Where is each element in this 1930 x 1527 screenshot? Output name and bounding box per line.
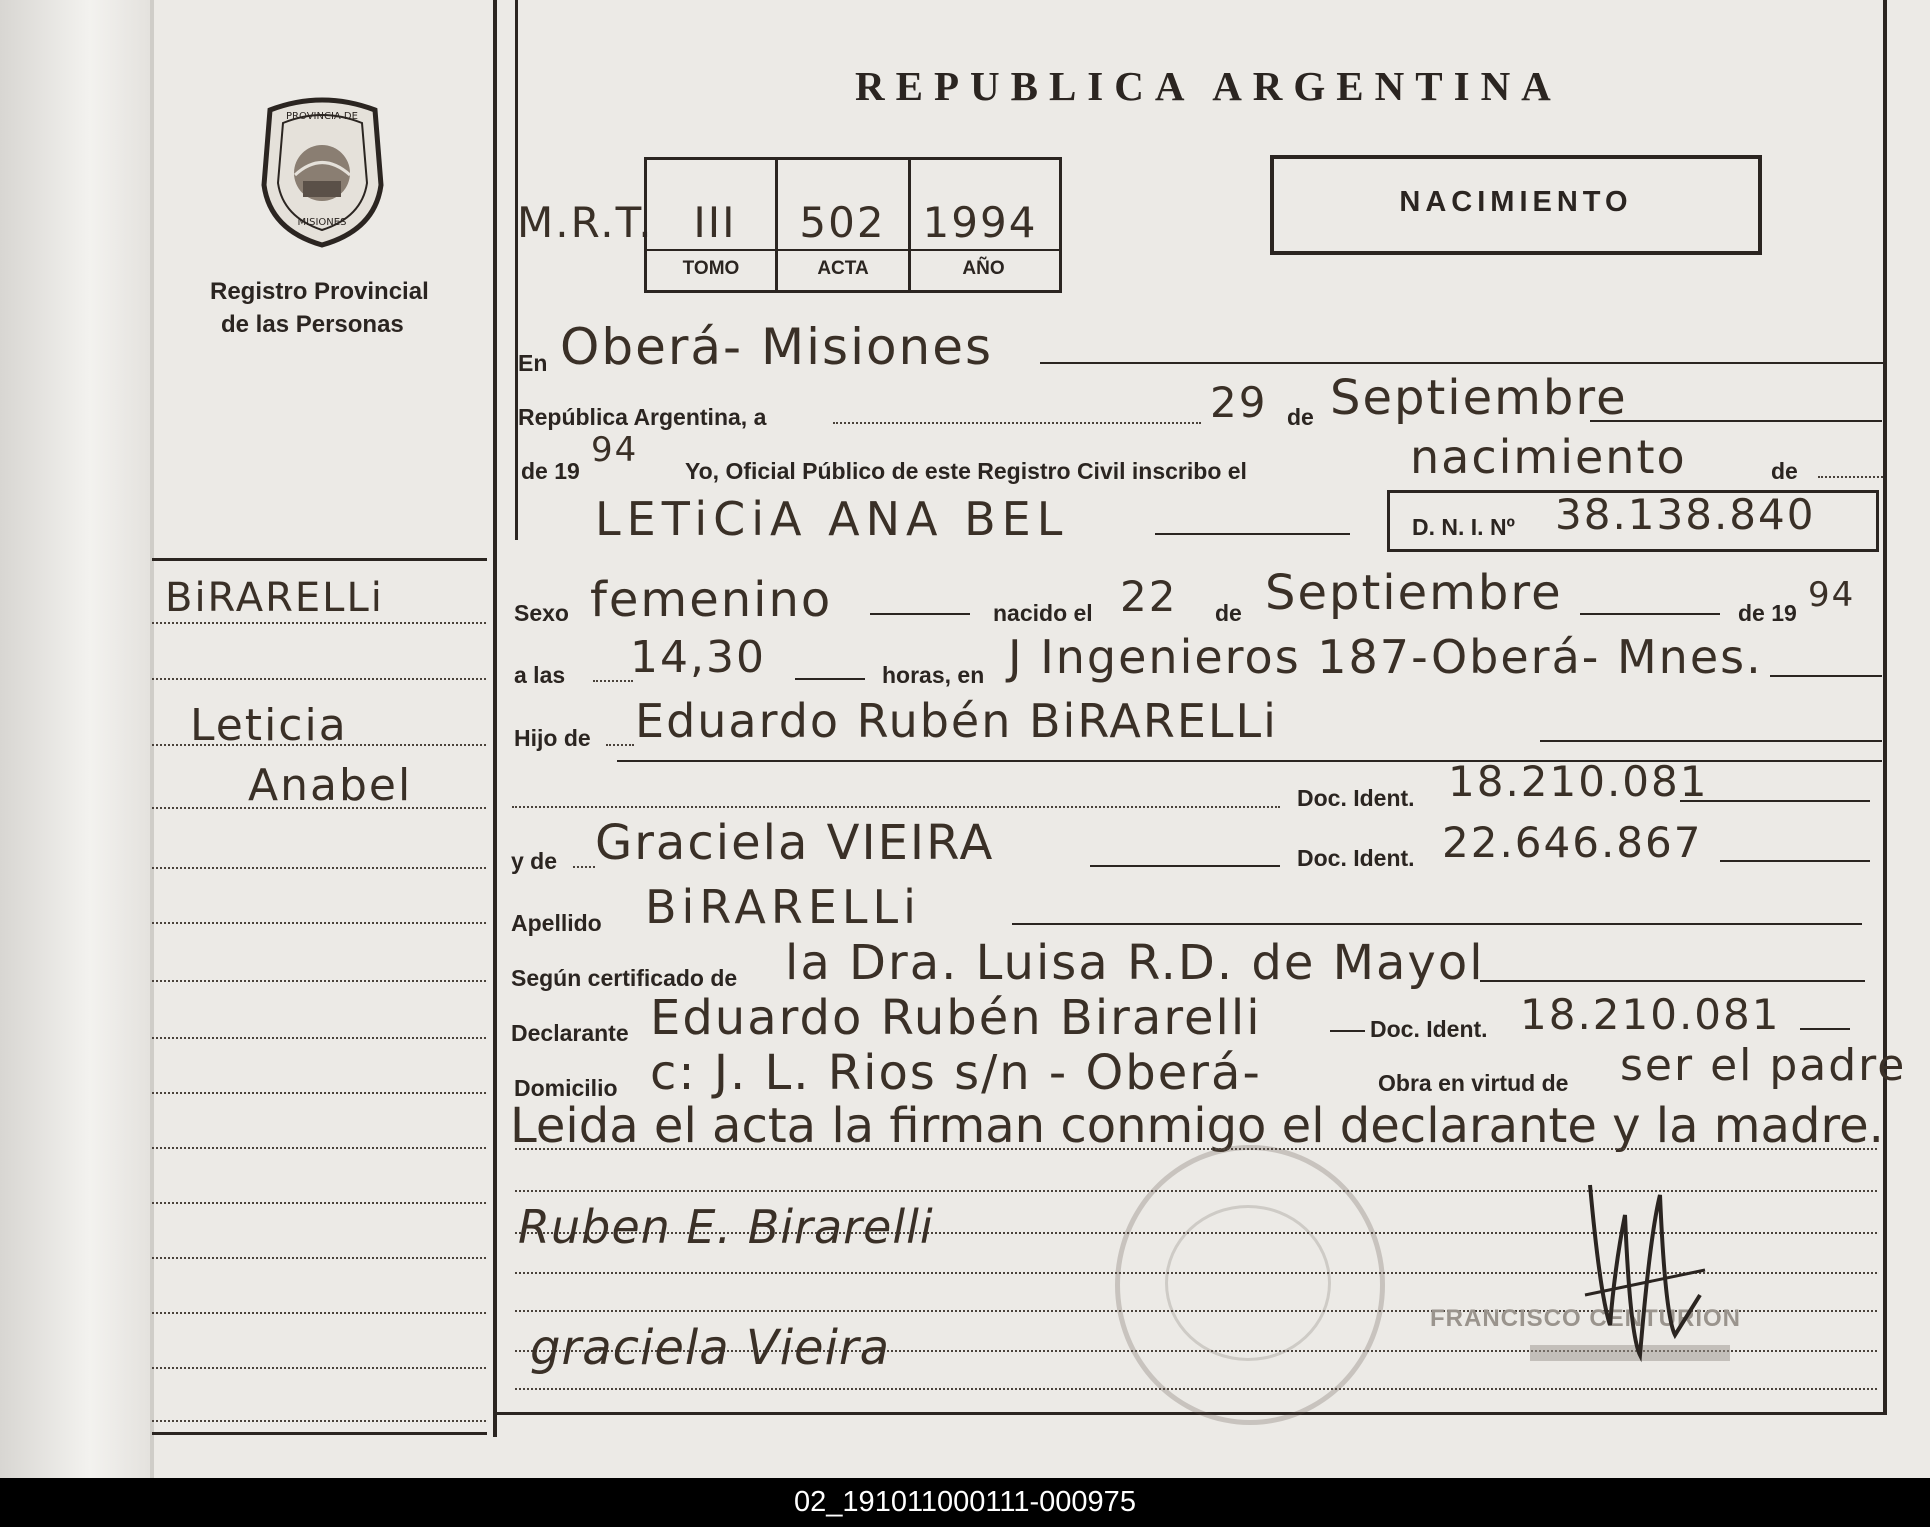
yo-text: Yo, Oficial Público de este Registro Civil inscribo el — [685, 458, 1247, 484]
certificate-type: NACIMIENTO — [1399, 186, 1633, 218]
domicilio-label: Domicilio — [514, 1075, 618, 1101]
birth-year-suffix: 94 — [1808, 575, 1856, 615]
margin-rule-1 — [152, 622, 486, 624]
margin-rule-13 — [152, 1312, 486, 1314]
hijo-label: Hijo de — [514, 725, 591, 751]
apellido-label: Apellido — [511, 910, 602, 936]
closing-text: Leida el acta la firman conmigo el declarante y la madre. — [510, 1098, 1884, 1154]
margin-given-name-2: Anabel — [248, 760, 413, 811]
apellido-value: BiRARELLi — [645, 880, 921, 934]
de-label-1: de — [1287, 404, 1314, 430]
birth-month: Septiembre — [1265, 565, 1563, 621]
a-las-label: a las — [514, 662, 566, 688]
mother-name-line — [1090, 865, 1280, 867]
mother-doc: 22.646.867 — [1442, 818, 1703, 867]
de-line-2 — [1818, 476, 1883, 478]
sexo-label: Sexo — [514, 600, 569, 626]
horas-label: horas, en — [882, 662, 985, 688]
margin-rule-8 — [152, 1037, 486, 1039]
margin-top-rule — [152, 558, 487, 561]
form-bottom-rule — [497, 1412, 1887, 1415]
obra-value: ser el padre — [1620, 1040, 1907, 1091]
margin-given-name-1: Leticia — [190, 700, 348, 751]
closing-line — [515, 1148, 1877, 1150]
segun-label: Según certificado de — [511, 965, 738, 991]
mother-doc-line — [1720, 860, 1870, 862]
official-stamp-name: FRANCISCO CENTURION — [1430, 1305, 1741, 1332]
form-left-border-upper — [515, 0, 518, 540]
child-name: LETiCiA ANA BEL — [595, 492, 1069, 546]
place-line — [1040, 362, 1885, 364]
sexo-line — [870, 613, 970, 615]
margin-rule-10 — [152, 1147, 486, 1149]
doc-ident-label-2: Doc. Ident. — [1297, 845, 1415, 871]
page-title: REPUBLICA ARGENTINA — [855, 63, 1562, 109]
segun-line — [1480, 980, 1865, 982]
de-label-2: de — [1771, 458, 1798, 484]
signature-declarante: Ruben E. Birarelli — [518, 1200, 934, 1254]
a-las-dots — [593, 680, 633, 682]
father-name: Eduardo Rubén BiRARELLi — [635, 694, 1278, 748]
ano-value: 1994 — [922, 198, 1038, 247]
place-value: Oberá- Misiones — [560, 318, 994, 376]
de-19-label: de 19 — [521, 458, 580, 484]
official-signature-mark — [1580, 1175, 1710, 1375]
obra-label: Obra en virtud de — [1378, 1070, 1569, 1096]
mrt-label: M.R.T. — [517, 198, 654, 247]
act-type-value: nacimiento — [1410, 430, 1687, 484]
margin-rule-3 — [152, 744, 486, 746]
signature-mother: graciela Vieira — [530, 1320, 891, 1376]
book-binding — [0, 0, 150, 1478]
child-name-line — [1155, 533, 1350, 535]
seal-text-top: PROVINCIA DE — [286, 111, 358, 122]
month-value: Septiembre — [1330, 370, 1628, 426]
acta-value: 502 — [799, 198, 886, 247]
margin-rule-15 — [152, 1420, 486, 1422]
father-doc-line — [1680, 800, 1870, 802]
birth-time: 14,30 — [630, 632, 766, 683]
en-label: En — [518, 350, 548, 376]
margin-rule-7 — [152, 980, 486, 982]
month-line — [1590, 420, 1882, 422]
domicilio-value: c: J. L. Rios s/n - Oberá- — [650, 1045, 1262, 1101]
provincial-seal-icon — [255, 95, 390, 250]
declarante-value: Eduardo Rubén Birarelli — [650, 990, 1262, 1046]
de-19-label-2: de 19 — [1738, 600, 1797, 626]
declarante-doc: 18.210.081 — [1520, 990, 1781, 1039]
tomo-label: TOMO — [682, 258, 740, 279]
margin-rule-4 — [152, 807, 486, 809]
apellido-line — [1012, 923, 1862, 925]
mother-name: Graciela VIEIRA — [595, 815, 995, 871]
father-doc-dots — [512, 806, 1280, 808]
seal-text-bottom: MISIONES — [297, 217, 347, 228]
ano-label: AÑO — [962, 258, 1005, 279]
declarante-doc-line — [1800, 1028, 1850, 1030]
margin-rule-2 — [152, 678, 486, 680]
left-column-border — [493, 0, 497, 1437]
hijo-dots — [606, 744, 634, 746]
de-label-3: de — [1215, 600, 1242, 626]
margin-bottom-rule — [152, 1432, 487, 1435]
y-de-dots — [573, 866, 595, 868]
doc-ident-label-1: Doc. Ident. — [1297, 785, 1415, 811]
birth-place-line — [1770, 675, 1882, 677]
margin-rule-11 — [152, 1202, 486, 1204]
margin-rule-12 — [152, 1257, 486, 1259]
birth-day: 22 — [1120, 572, 1178, 621]
margin-rule-9 — [152, 1092, 486, 1094]
segun-value: la Dra. Luisa R.D. de Mayol — [785, 935, 1485, 991]
margin-surname: BiRARELLi — [165, 575, 384, 621]
sexo-value: femenino — [590, 572, 833, 628]
dni-label: D. N. I. Nº — [1412, 514, 1515, 540]
nacido-label: nacido el — [993, 600, 1093, 626]
y-de-label: y de — [511, 848, 558, 874]
birth-place: J Ingenieros 187-Oberá- Mnes. — [1008, 630, 1763, 684]
birth-month-line — [1580, 613, 1720, 615]
form-right-border — [1883, 0, 1887, 1415]
image-code-footer: 02_191011000111-000975 — [0, 1478, 1930, 1527]
declarante-label: Declarante — [511, 1020, 629, 1046]
date-line — [833, 422, 1201, 424]
margin-rule-6 — [152, 922, 486, 924]
declarante-line — [1330, 1030, 1365, 1032]
year-suffix: 94 — [591, 430, 639, 470]
agency-name-line1: Registro Provincial — [210, 278, 429, 305]
agency-name-line2: de las Personas — [221, 311, 404, 338]
margin-rule-5 — [152, 867, 486, 869]
margin-rule-14 — [152, 1367, 486, 1369]
tomo-value: III — [693, 198, 737, 247]
record-box-label-rule — [644, 249, 1059, 251]
father-doc: 18.210.081 — [1448, 757, 1709, 806]
dni-value: 38.138.840 — [1555, 490, 1816, 539]
acta-label: ACTA — [817, 258, 869, 279]
official-seal-inner — [1165, 1205, 1331, 1361]
republica-label: República Argentina, a — [518, 404, 767, 430]
doc-ident-label-3: Doc. Ident. — [1370, 1016, 1488, 1042]
day-value: 29 — [1210, 378, 1268, 427]
birth-time-line — [795, 678, 865, 680]
father-name-line — [1540, 740, 1882, 742]
